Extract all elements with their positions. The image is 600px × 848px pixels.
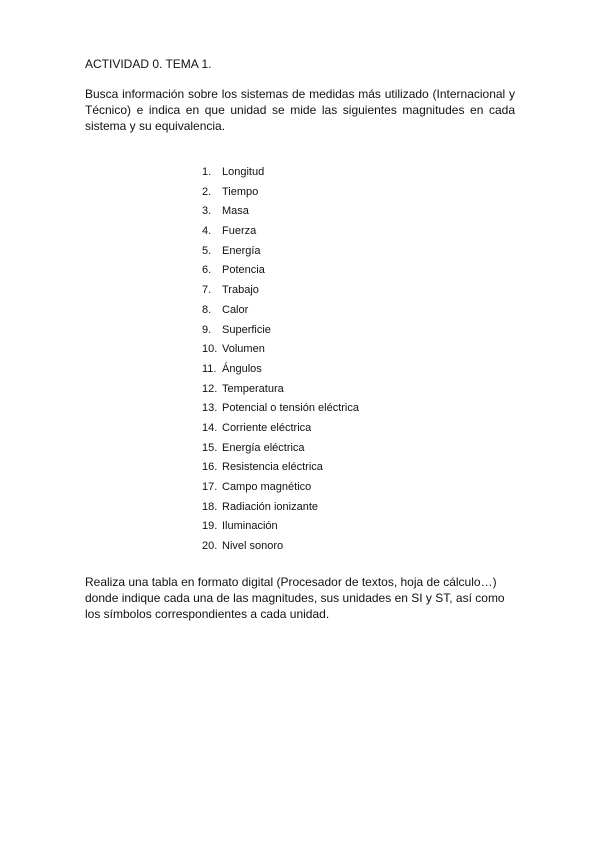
list-item: [202, 303, 359, 323]
list-item-number: 17.: [202, 481, 218, 493]
list-item-label: Radiación ionizante: [222, 500, 319, 513]
list-item: [202, 401, 359, 421]
list-item-number: 3.: [202, 205, 212, 218]
list-item-number: 18.: [202, 500, 218, 513]
list-item: [202, 480, 359, 500]
document-title: ACTIVIDAD 0. TEMA 1.: [85, 57, 212, 71]
list-item-label: Tiempo: [222, 185, 259, 198]
list-item: [202, 283, 359, 303]
list-item: [202, 519, 359, 539]
list-item: [202, 421, 359, 441]
list-item-number: 9.: [202, 323, 212, 336]
list-item-number: 11.: [202, 362, 217, 375]
list-item-label: Longitud: [222, 166, 265, 178]
list-item: [202, 500, 359, 520]
list-item-label: Corriente eléctrica: [222, 421, 312, 434]
list-item-number: 5.: [202, 244, 212, 257]
list-item-number: 4.: [202, 225, 212, 238]
list-item: [202, 224, 359, 244]
list-item-label: Energía eléctrica: [222, 441, 305, 454]
list-item-label: Potencial o tensión eléctrica: [222, 402, 359, 415]
list-item-label: Calor: [222, 303, 249, 316]
list-item: [202, 441, 359, 461]
list-item-number: 10.: [202, 343, 218, 356]
list-item-label: Campo magnético: [222, 481, 312, 493]
list-item-label: Potencia: [222, 264, 265, 277]
list-item-number: 6.: [202, 264, 212, 277]
list-item-number: 20.: [202, 540, 218, 553]
list-item: [202, 244, 359, 264]
list-item-number: 16.: [202, 461, 218, 474]
list-item-number: 1.: [202, 166, 212, 178]
list-item-number: 13.: [202, 402, 218, 415]
instructions-paragraph: Realiza una tabla en formato digital (Procesador de textos, hoja de cálculo…) donde indique cada una de las magnitudes, sus unidades en SI y ST, así como los símbolos correspondientes a cada unidad.: [85, 575, 505, 621]
list-item: [202, 460, 359, 480]
list-item-label: Fuerza: [222, 225, 257, 238]
list-item: [202, 165, 359, 185]
magnitudes-list: [202, 165, 359, 559]
list-item-number: 7.: [202, 284, 212, 297]
list-item-number: 19.: [202, 520, 218, 533]
list-item: [202, 539, 359, 559]
list-item: [202, 185, 359, 205]
list-item-label: Temperatura: [222, 382, 284, 395]
list-item-label: Nivel sonoro: [222, 540, 284, 553]
list-item-label: Resistencia eléctrica: [222, 461, 323, 474]
list-item: [202, 204, 359, 224]
list-item-label: Volumen: [222, 343, 265, 356]
list-item-number: 2.: [202, 185, 212, 198]
list-item-label: Superficie: [222, 323, 271, 336]
list-item-number: 14.: [202, 421, 218, 434]
list-item-label: Energía: [222, 244, 261, 257]
list-item-label: Ángulos: [222, 362, 262, 375]
list-item-number: 12.: [202, 382, 218, 395]
list-item-number: 15.: [202, 441, 218, 454]
list-item: [202, 263, 359, 283]
list-item-label: Trabajo: [222, 284, 259, 297]
list-item: [202, 362, 359, 382]
list-item-label: Masa: [222, 205, 249, 218]
list-item-number: 8.: [202, 303, 212, 316]
intro-paragraph: Busca información sobre los sistemas de medidas más utilizado (Internacional y Técnico) e indica en que unidad se mide las siguientes magnitudes en cada sistema y su equivalencia.: [85, 87, 515, 133]
list-item: [202, 342, 359, 362]
list-item: [202, 382, 359, 402]
list-item-label: Iluminación: [222, 520, 278, 533]
list-item: [202, 323, 359, 343]
